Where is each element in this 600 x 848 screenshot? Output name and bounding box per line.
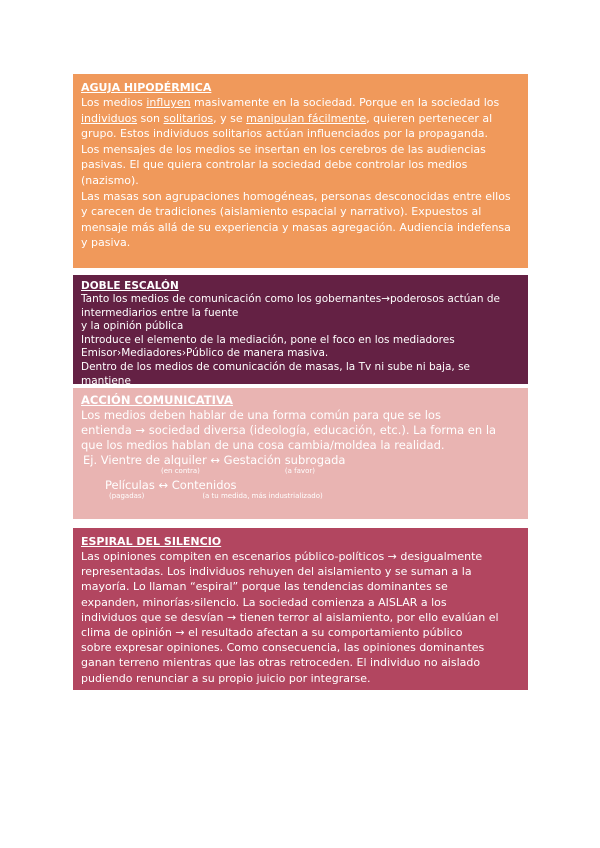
card-title: ESPIRAL DEL SILENCIO <box>81 535 222 548</box>
card-text: Los medios influyen masivamente en la sociedad. Porque en la sociedad los individuos son solitarios, y se manipulan fácilmente, quieren pertenecer al grupo. Estos individuos solitarios actúan influenciados por la propaganda. Los mensajes de los medios se insertan en los cerebros de las audiencias pasivas. El que quiera controlar la sociedad debe controlar los medios (nazismo). Las masas son agrupaciones homogéneas, personas desconocidas entre ellos y carecen de tradiciones (aislamiento espacial y narrativo). Expuestos al mensaje más allá de su experiencia y masas agregación. Audiencia indefensa y pasiva. <box>81 96 511 250</box>
example-2: Películas ↔ Contenidos <box>105 478 237 492</box>
card-title: DOBLE ESCALÓN <box>81 280 179 292</box>
doble-escalon-card <box>73 275 528 387</box>
card-title: AGUJA HIPODÉRMICA <box>81 81 212 94</box>
example-1: Ej. Vientre de alquiler ↔ Gestación subrogada <box>83 453 346 467</box>
card-text: Tanto los medios de comunicación como los gobernantes→poderosos actúan de intermediarios entre la fuente y la opinión pública Introduce el elemento de la mediación, pone el foco en los mediadores Emisor›Mediadores›Público de manera masiva. Dentro de los medios de comunicación de masas, la Tv ni sube ni baja, se mantiene <box>81 293 500 387</box>
aguja-hipodermica-card <box>73 74 528 268</box>
accion-comunicativa-card <box>73 388 528 519</box>
card-text: Las opiniones compiten en escenarios público-políticos → desigualmente representadas. Los individuos rehuyen del aislamiento y se suman a la mayoría. Lo llaman “espiral” porque las tendencias dominantes se expanden, minorías›silencio. La sociedad comienza a AISLAR a los individuos que se desvían → tienen terror al aislamiento, por ello evalúan el clima de opinión → el resultado afectan a su comportamiento público sobre expresar opiniones. Como consecuencia, las opiniones dominantes ganan terreno mientras que las otras retroceden. El individuo no aislado pudiendo renunciar a su propio juicio por integrarse. <box>81 550 499 685</box>
card-text: Los medios deben hablar de una forma común para que se los entienda → sociedad diversa (ideología, educación, etc.). La forma en la que los medios hablan de una cosa cambia/moldea la realidad. <box>81 408 497 452</box>
espiral-silencio-card <box>73 528 528 690</box>
example-1-notes: (en contra) (a favor) <box>161 467 315 475</box>
example-2-notes: (pagadas) (a tu medida, más industrializado) <box>109 492 323 500</box>
card-title: ACCIÓN COMUNICATIVA <box>81 393 233 407</box>
